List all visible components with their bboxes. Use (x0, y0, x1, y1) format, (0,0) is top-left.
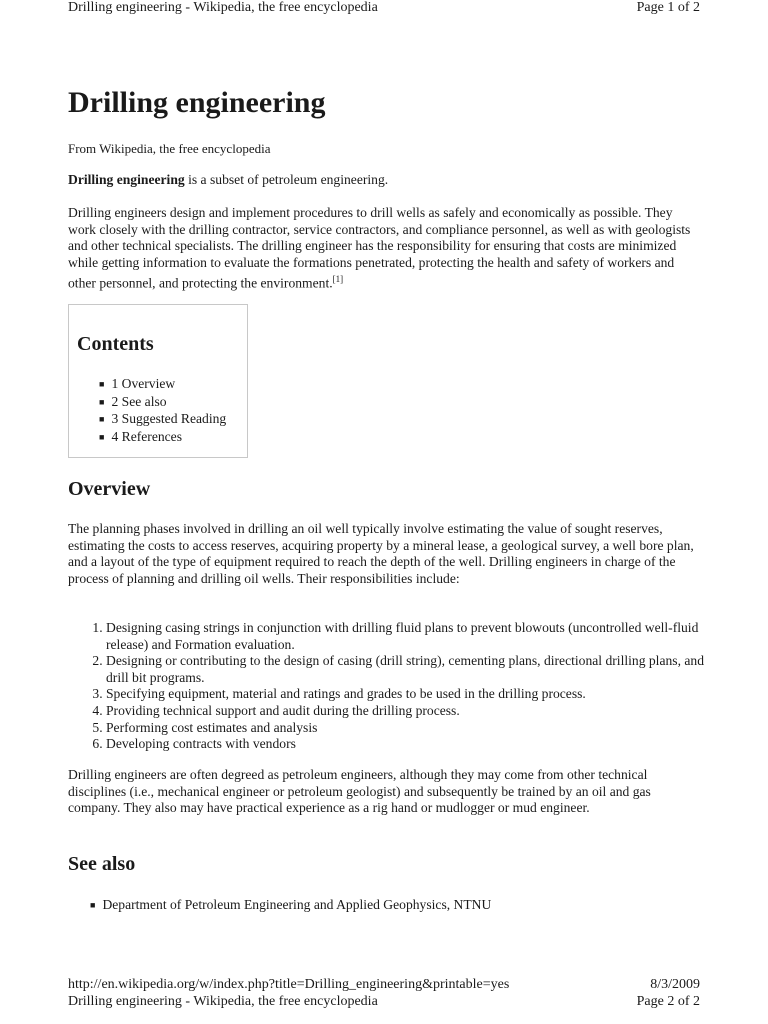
intro-bold: Drilling engineering (68, 172, 185, 187)
overview-paragraph: The planning phases involved in drilling an oil well typically involve estimating the value of sought reserves, estimating the costs to access reserves, acquiring property by a mineral lease, a geological survey, a well bore plan, and a layout of the type of equipment required to reach the depth of the well. Drilling engineers in charge of the process of planning and drilling oil wells. Their responsibilities include: (68, 521, 694, 586)
page-title: Drilling engineering (68, 86, 326, 119)
print-header-page: Page 1 of 2 (636, 0, 700, 15)
list-item: 2. Designing or contributing to the design of casing (drill string), cementing plans, directional drilling plans, and drill bit programs. (106, 653, 708, 686)
toc-list (99, 376, 226, 447)
footer-url: http://en.wikipedia.org/w/index.php?title=Drilling_engineering&printable=yes (68, 977, 510, 992)
overview-paragraph-2: Drilling engineers are often degreed as petroleum engineers, although they may come from other technical disciplines (i.e., mechanical engineer or petroleum geologist) and subsequently be trained by an oil and gas company. They also may have practical experience as a rig hand or mudlogger or mud engineer. (68, 767, 651, 815)
toc-item[interactable]: ■ 2 See also (99, 394, 226, 412)
overview-heading: Overview (68, 478, 151, 500)
list-item: 4. Providing technical support and audit during the drilling process. (106, 703, 708, 720)
intro-rest: is a subset of petroleum engineering. (184, 172, 389, 187)
from-line: From Wikipedia, the free encyclopedia (68, 141, 271, 156)
toc-item[interactable]: ■ 4 References (99, 429, 226, 447)
reference-link[interactable]: [1] (332, 274, 344, 284)
see-also-heading: See also (68, 853, 136, 875)
list-item: 6. Developing contracts with vendors (106, 736, 708, 753)
description-text: Drilling engineers design and implement procedures to drill wells as safely and economically as possible. They work closely with the drilling contractor, service contractors, and compliance personnel, as well as with geologists and other technical specialists. The drilling engineer has the responsibility for ensuring that costs are minimized while getting information to evaluate the formations penetrated, protecting the health and safety of workers and other personnel, and protecting the environment. (68, 205, 691, 291)
responsibilities-list (68, 620, 708, 753)
see-also-list (90, 897, 491, 913)
list-item: 3. Specifying equipment, material and ratings and grades to be used in the drilling process. (106, 686, 708, 703)
toc-title: Contents (77, 333, 154, 355)
list-item: 1. Designing casing strings in conjunction with drilling fluid plans to prevent blowouts (uncontrolled well-fluid release) and Formation evaluation. (106, 620, 708, 653)
description-paragraph (68, 205, 700, 292)
footer-title: Drilling engineering - Wikipedia, the free encyclopedia (68, 994, 378, 1009)
see-also-link[interactable]: ■ Department of Petroleum Engineering and Applied Geophysics, NTNU (90, 897, 491, 913)
toc-item[interactable]: ■ 3 Suggested Reading (99, 411, 226, 429)
list-item: 5. Performing cost estimates and analysis (106, 720, 708, 737)
print-header-title: Drilling engineering - Wikipedia, the free encyclopedia (68, 0, 378, 15)
footer-date: 8/3/2009 (650, 977, 700, 992)
intro-paragraph (68, 172, 700, 189)
table-of-contents (68, 304, 248, 458)
footer-page: Page 2 of 2 (636, 994, 700, 1009)
toc-item[interactable]: ■ 1 Overview (99, 376, 226, 394)
